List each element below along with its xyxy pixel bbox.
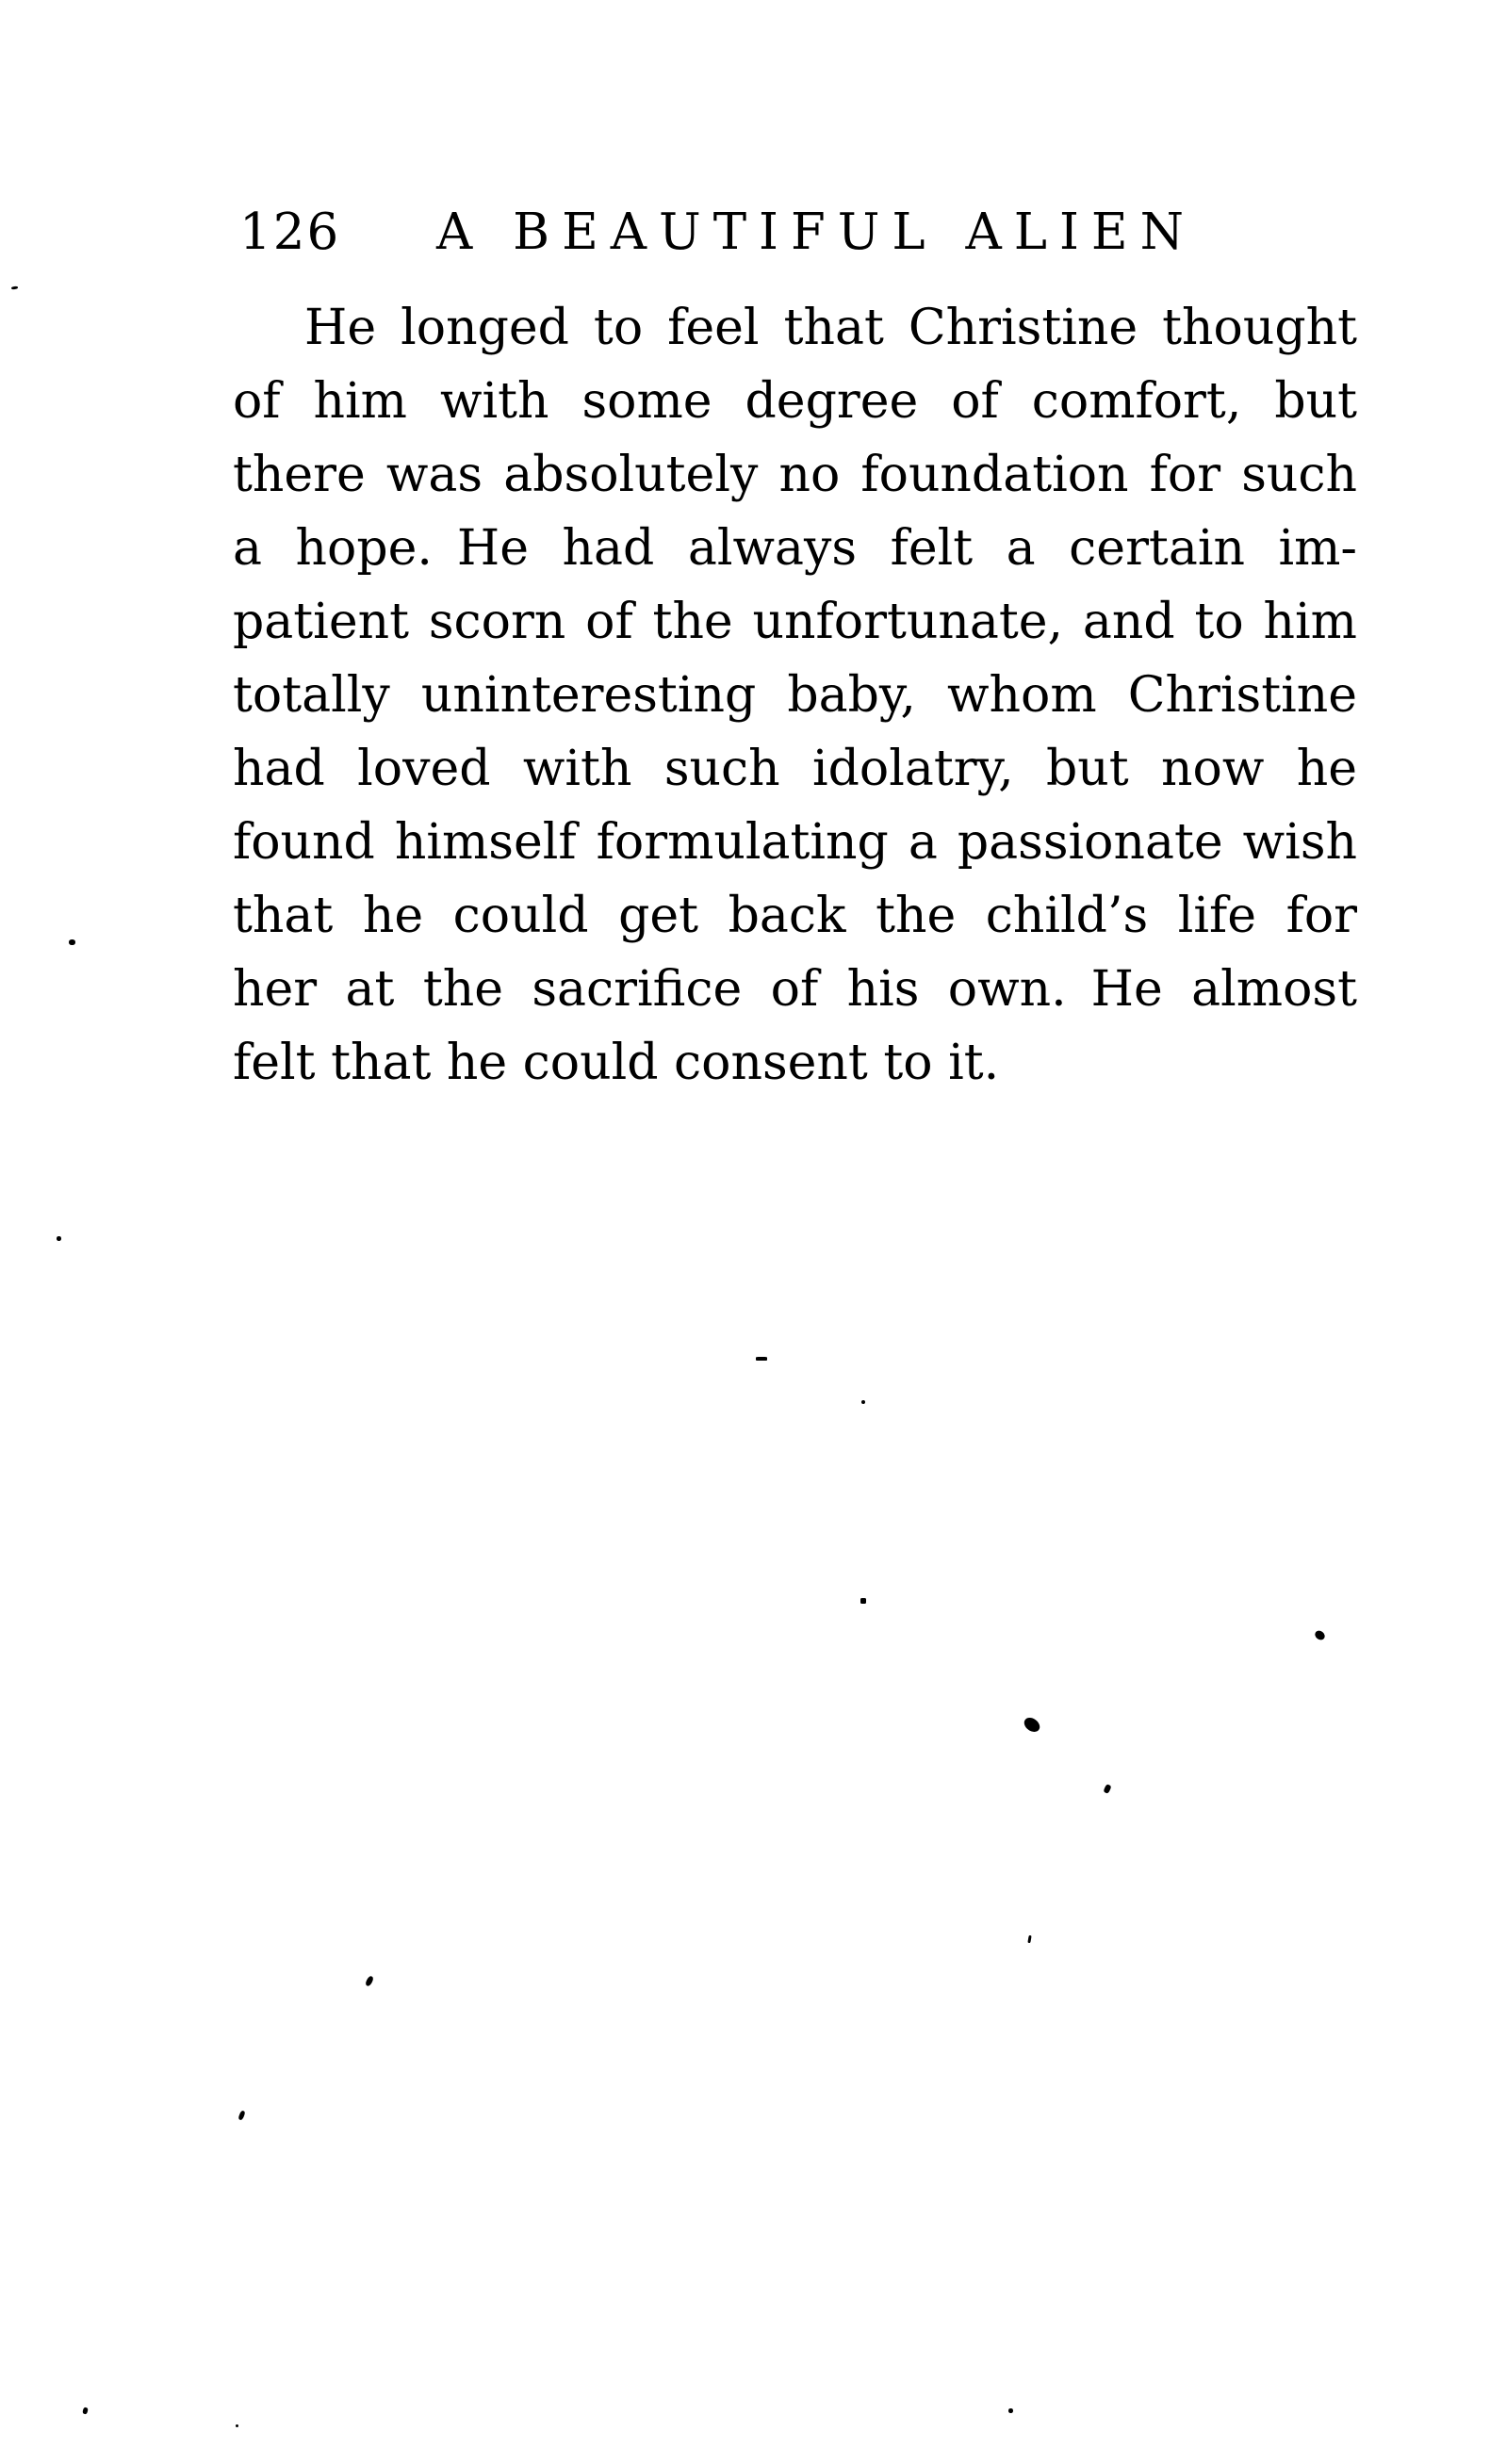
body-text-line: of him with some degree of comfort, but	[233, 373, 1357, 430]
body-text-line: there was absolutely no foundation for such	[233, 447, 1357, 503]
body-text-line: had loved with such idolatry, but now he	[233, 741, 1357, 797]
scan-speck	[861, 1400, 865, 1404]
page-number: 126	[239, 204, 341, 261]
scan-speck	[236, 2424, 238, 2427]
scan-speck	[1103, 1784, 1111, 1794]
scan-speck	[1027, 1935, 1031, 1943]
body-text-line: that he could get back the child’s life for	[233, 888, 1357, 944]
scan-speck	[57, 1236, 61, 1241]
scan-speck	[1022, 1715, 1042, 1735]
body-text-line: totally uninteresting baby, whom Christine	[233, 667, 1357, 724]
scan-speck	[11, 286, 18, 290]
scan-speck	[1313, 1629, 1326, 1642]
scan-speck	[365, 1975, 374, 1987]
scan-speck	[860, 1598, 866, 1604]
running-head	[0, 204, 1490, 264]
scan-speck	[1008, 2408, 1013, 2413]
body-text-line: a hope. He had always felt a certain im-	[233, 520, 1357, 577]
scan-speck	[756, 1357, 767, 1361]
body-text-line: He longed to feel that Christine thought	[304, 300, 1357, 356]
running-title: A BEAUTIFUL ALIEN	[436, 204, 1196, 261]
body-text-line: her at the sacrifice of his own. He almost	[233, 961, 1357, 1018]
body-text-line: patient scorn of the unfortunate, and to him	[233, 594, 1357, 650]
paragraph	[233, 291, 1357, 1100]
scan-speck	[237, 2110, 245, 2120]
body-text-line: found himself formulating a passionate wish	[233, 814, 1357, 871]
scan-speck	[82, 2407, 89, 2414]
body-text-line: felt that he could consent to it.	[233, 1035, 1000, 1091]
scan-speck	[69, 939, 75, 945]
